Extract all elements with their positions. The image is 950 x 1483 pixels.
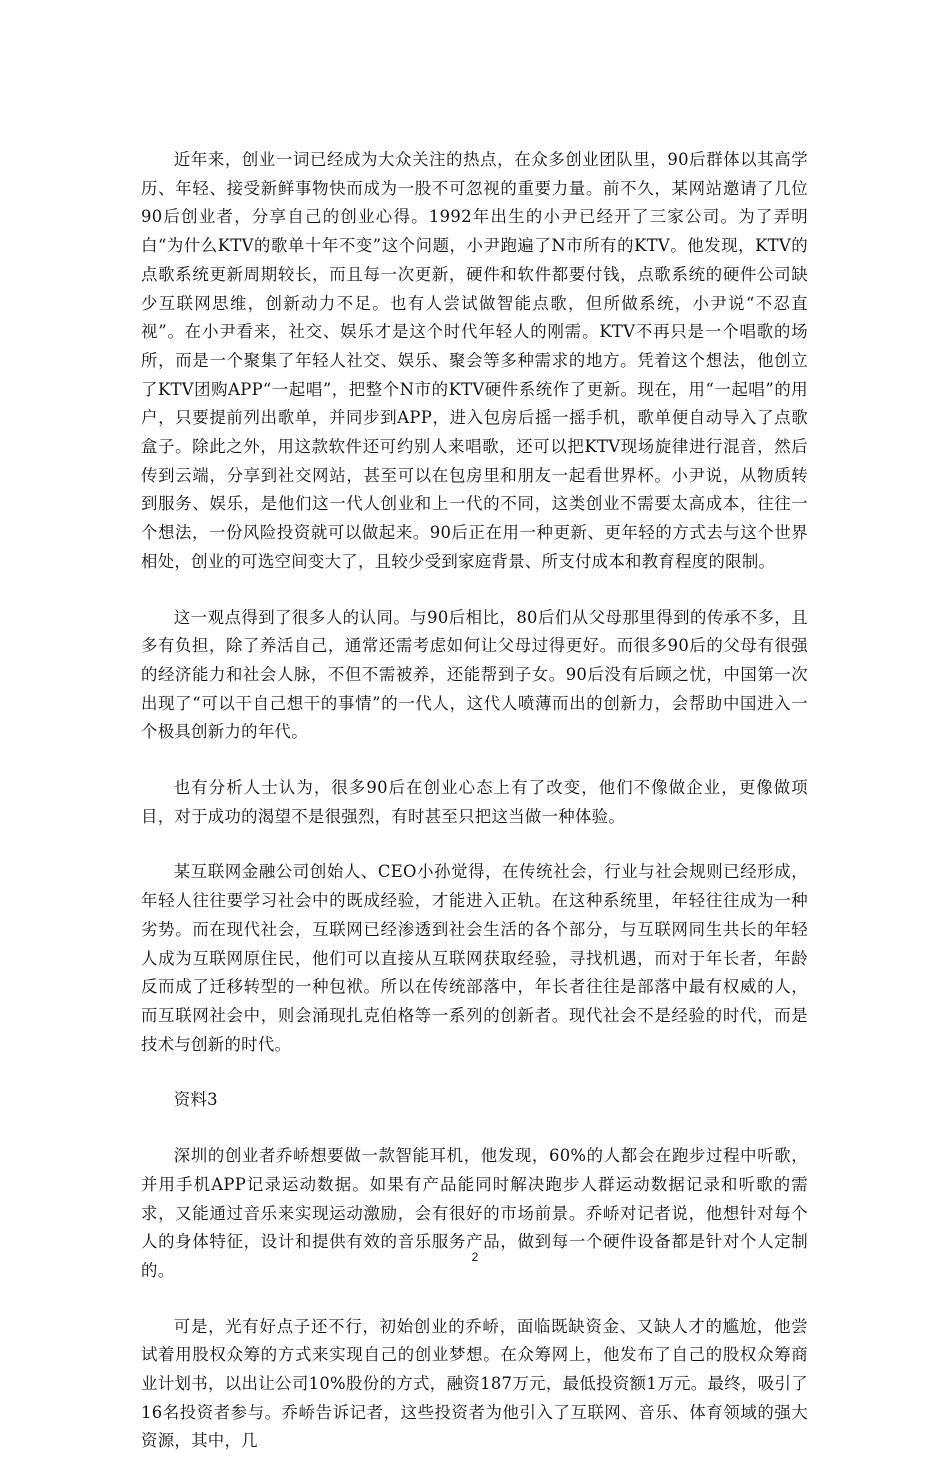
page-number: 2 <box>471 1250 479 1264</box>
document-body <box>141 146 808 1483</box>
paragraph-2: 这一观点得到了很多人的认同。与90后相比，80后们从父母那里得到的传承不多，且多有负担，除了养活自己，通常还需考虑如何让父母过得更好。而很多90后的父母有很强的经济能力和社会人脉，不但不需被养，还能帮到子女。90后没有后顾之忧，中国第一次出现了“可以干自己想干的事情”的一代人，这代人喷薄而出的创新力，会帮助中国进入一个极具创新力的年代。 <box>141 607 808 742</box>
paragraph-4: 某互联网金融公司创始人、CEO小孙觉得，在传统社会，行业与社会规则已经形成，年轻人往往要学习社会中的既成经验，才能进入正轨。在这种系统里，年轻往往成为一种劣势。而在现代社会，互联网已经渗透到社会生活的各个部分，与互联网同生共长的年轻人成为互联网原住民，他们可以直接从互联网获取经验，寻找机遇，而对于年长者，年龄反而成了迁移转型的一种包袱。所以在传统部落中，年长者往往是部落中最有权威的人，而互联网社会中，则会涌现扎克伯格等一系列的创新者。现代社会不是经验的时代，而是技术与创新的时代。 <box>141 862 808 1054</box>
section-heading: 资料3 <box>173 1090 218 1110</box>
paragraph-3: 也有分析人士认为，很多90后在创业心态上有了改变，他们不像做企业，更像做项目，对于成功的渴望不是很强烈，有时甚至只把这当做一种体验。 <box>141 778 808 826</box>
paragraph-6: 可是，光有好点子还不行，初始创业的乔峤，面临既缺资金、又缺人才的尴尬，他尝试着用股权众筹的方式来实现自己的创业梦想。在众筹网上，他发布了自己的股权众筹商业计划书，以出让公司10%股份的方式，融资187万元，最低投资额1万元。最终，吸引了16名投资者参与。乔峤告诉记者，这些投资者为他引入了互联网、音乐、体育领域的强大资源，其中，几 <box>141 1316 808 1451</box>
paragraph-1: 近年来，创业一词已经成为大众关注的热点，在众多创业团队里，90后群体以其高学历、年轻、接受新鲜事物快而成为一股不可忽视的重要力量。前不久，某网站邀请了几位90后创业者，分享自己的创业心得。1992年出生的小尹已经开了三家公司。为了弄明白“为什么KTV的歌单十年不变”这个问题，小尹跑遍了N市所有的KTV。他发现，KTV的点歌系统更新周期较长，而且每一次更新，硬件和软件都要付钱，点歌系统的硬件公司缺少互联网思维，创新动力不足。也有人尝试做智能点歌，但所做系统，小尹说“不忍直视”。在小尹看来，社交、娱乐才是这个时代年轻人的刚需。KTV不再只是一个唱歌的场所，而是一个聚集了年轻人社交、娱乐、聚会等多种需求的地方。凭着这个想法，他创立了KTV团购APP“一起唱”，把整个N市的KTV硬件系统作了更新。现在，用“一起唱”的用户，只要提前列出歌单，并同步到APP，进入包房后摇一摇手机，歌单便自动导入了点歌盒子。除此之外，用这款软件还可约别人来唱歌，还可以把KTV现场旋律进行混音，然后传到云端，分享到社交网站，甚至可以在包房里和朋友一起看世界杯。小尹说，从物质转到服务、娱乐，是他们这一代人创业和上一代的不同，这类创业不需要太高成本，往往一个想法，一份风险投资就可以做起来。90后正在用一种更新、更年轻的方式去与这个世界相处，创业的可选空间变大了，且较少受到家庭背景、所支付成本和教育程度的限制。 <box>141 150 808 571</box>
paragraph-5: 深圳的创业者乔峤想要做一款智能耳机，他发现，60%的人都会在跑步过程中听歌，并用手机APP记录运动数据。如果有产品能同时解决跑步人群运动数据记录和听歌的需求，又能通过音乐来实现运动激励，会有很好的市场前景。乔峤对记者说，他想针对每个人的身体特征，设计和提供有效的音乐服务产品，做到每一个硬件设备都是针对个人定制的。 <box>141 1146 808 1280</box>
